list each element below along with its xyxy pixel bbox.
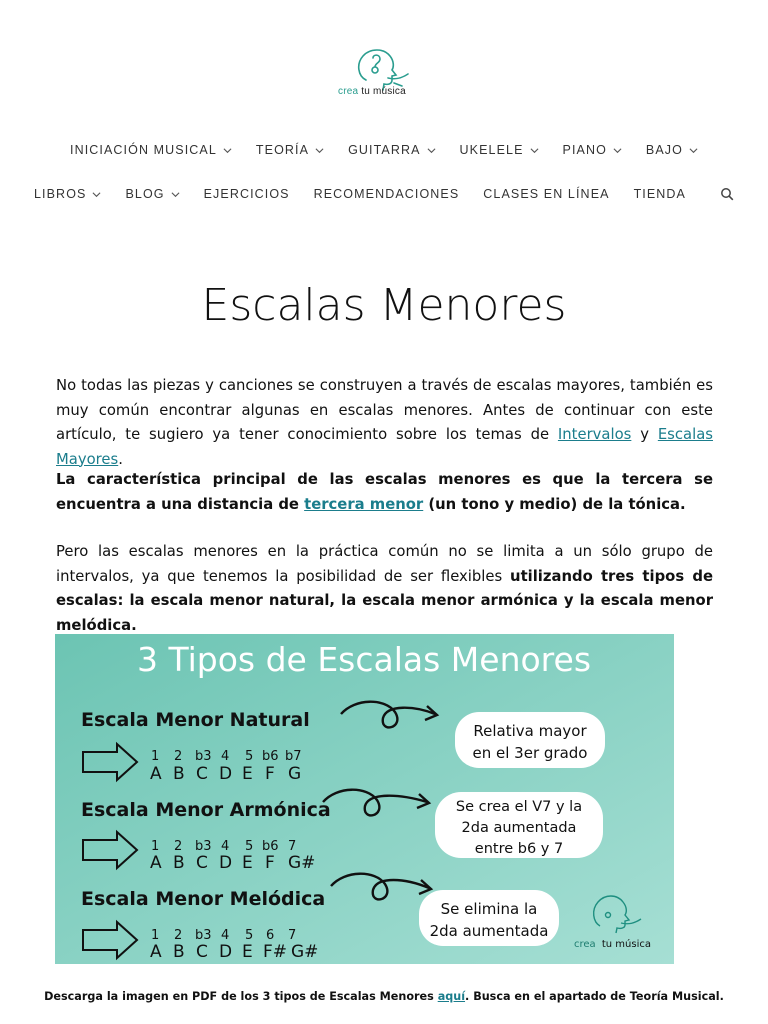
chevron-down-icon	[427, 146, 436, 155]
note-line: entre b6 y 7	[474, 841, 564, 857]
nav-label: EJERCICIOS	[203, 187, 290, 201]
nav-bajo[interactable]	[646, 143, 698, 157]
chevron-down-icon	[315, 146, 324, 155]
intro-paragraph: No todas las piezas y canciones se construyen a través de escalas mayores, también es muy común encontrar algunas en escalas menores. Antes de continuar con este artículo, te sugiero ya tener conocimiento sobre los temas de Intervalos y Escalas Mayores.	[56, 377, 713, 468]
scale-name: Escala Menor Armónica	[81, 799, 331, 821]
note-line: Se crea el V7 y la	[455, 799, 583, 815]
chevron-down-icon	[530, 146, 539, 155]
chevron-down-icon	[689, 146, 698, 155]
nav-teoria[interactable]	[256, 143, 324, 157]
degrees-row: 1 2 b3 4 5 b6 7	[151, 839, 297, 854]
note-line: Relativa mayor	[473, 722, 587, 740]
escalas-mayores-link[interactable]: Escalas Mayores	[56, 426, 713, 468]
download-link[interactable]: aquí	[437, 990, 466, 1003]
nav-label: UKELELE	[459, 143, 524, 157]
notes-row: A B C D E F# G#	[150, 942, 319, 962]
chevron-down-icon	[171, 190, 180, 199]
nav-ukelele[interactable]	[460, 143, 539, 157]
main-nav-row-1	[0, 143, 768, 157]
notes-row: A B C D E F G#	[150, 853, 316, 873]
nav-label: BLOG	[125, 187, 165, 201]
search-icon	[720, 187, 734, 201]
nav-ejercicios[interactable]	[204, 187, 290, 201]
nav-clases-en-linea[interactable]	[483, 187, 609, 201]
infographic-logo-text: crea tu música	[574, 939, 651, 950]
notes-row: A B C D E F G	[150, 764, 302, 784]
nav-label: TEORÍA	[255, 143, 310, 157]
nav-label: TIENDA	[633, 187, 686, 201]
main-nav-row-2	[0, 187, 768, 201]
nav-label: LIBROS	[34, 187, 87, 201]
search-button[interactable]	[710, 187, 734, 201]
scale-name: Escala Menor Natural	[81, 709, 310, 731]
chevron-down-icon	[92, 190, 101, 199]
nav-label: INICIACIÓN MUSICAL	[70, 143, 217, 157]
page-title: Escalas Menores	[201, 280, 567, 331]
note-line: 2da aumentada	[429, 922, 549, 940]
scale-name: Escala Menor Melódica	[81, 888, 326, 910]
minor-scales-infographic	[55, 634, 674, 964]
nav-piano[interactable]	[563, 143, 622, 157]
degrees-row: 1 2 b3 4 5 b6 b7	[151, 749, 302, 764]
nav-tienda[interactable]	[634, 187, 686, 201]
intervalos-link[interactable]: Intervalos	[557, 426, 632, 443]
nav-guitarra[interactable]	[348, 143, 435, 157]
nav-label: GUITARRA	[348, 143, 421, 157]
note-line: 2da aumentada	[461, 820, 577, 836]
tercera-menor-link[interactable]: tercera menor	[304, 495, 424, 513]
nav-label: PIANO	[562, 143, 607, 157]
nav-iniciacion-musical[interactable]	[70, 143, 232, 157]
chevron-down-icon	[613, 146, 622, 155]
logo-wordmark: crea tu música	[338, 86, 406, 97]
infographic-title: 3 Tipos de Escalas Menores	[136, 640, 592, 679]
note-line: en el 3er grado	[472, 744, 588, 762]
bold-paragraph: La característica principal de las escalas menores es que la tercera se encuentra a una distancia de tercera menor (un tono y medio) de la tónica.	[56, 471, 713, 513]
nav-libros[interactable]	[34, 187, 101, 201]
image-caption: Descarga la imagen en PDF de los 3 tipos de Escalas Menores aquí. Busca en el apartado de Teoría Musical.	[44, 990, 724, 1003]
chevron-down-icon	[223, 146, 232, 155]
nav-blog[interactable]	[125, 187, 179, 201]
types-paragraph: Pero las escalas menores en la práctica común no se limita a un sólo grupo de intervalos, ya que tenemos la posibilidad de ser flexibles utilizando tres tipos de escalas: la escala menor natural, la escala menor armónica y la escala menor melódica.	[56, 543, 714, 634]
note-line: Se elimina la	[440, 900, 538, 918]
degrees-row: 1 2 b3 4 5 6 7	[151, 928, 297, 943]
nav-recomendaciones[interactable]	[314, 187, 460, 201]
nav-label: RECOMENDACIONES	[313, 187, 460, 201]
nav-label: CLASES EN LÍNEA	[483, 187, 610, 201]
nav-label: BAJO	[645, 143, 683, 157]
